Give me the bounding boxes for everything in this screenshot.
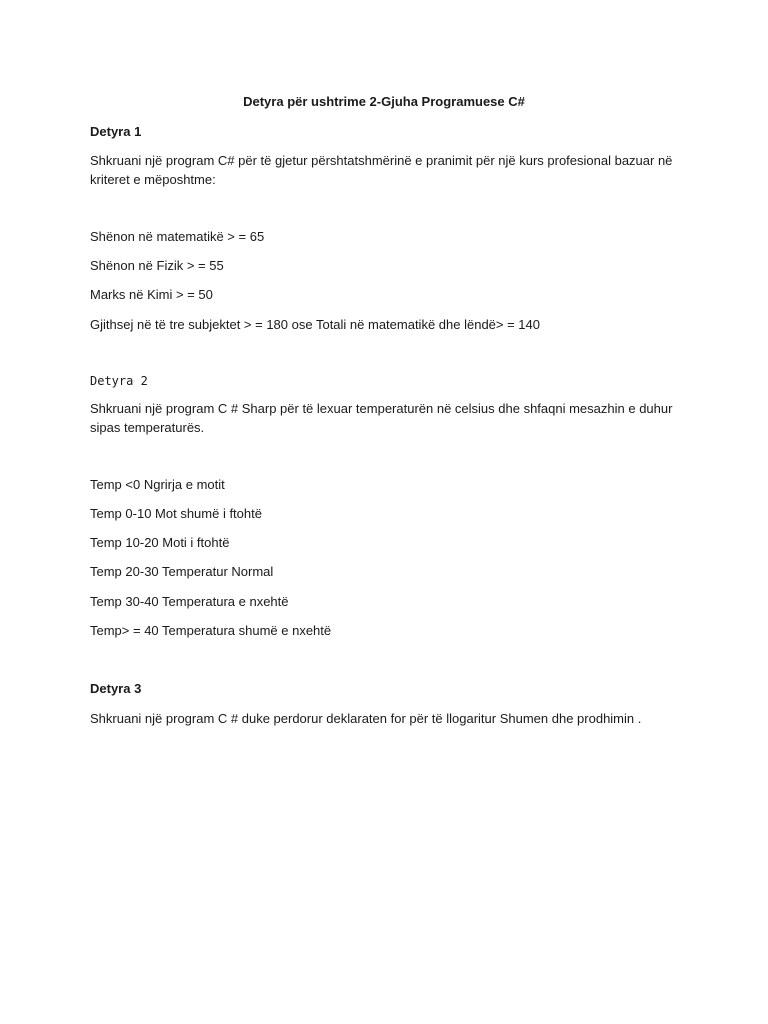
exercise-1-item: Shënon në matematikë > = 65 <box>90 229 265 244</box>
exercise-3-heading-wrap <box>90 680 680 698</box>
exercise-3-prompt-wrap <box>90 709 680 728</box>
exercise-2-item: Temp <0 Ngrirja e motit <box>90 477 225 492</box>
exercise-2-heading-wrap <box>90 372 680 390</box>
exercise-1-item: Gjithsej në të tre subjektet > = 180 ose Totali në matematikë dhe lëndë> = 140 <box>90 317 540 332</box>
exercise-1-prompt: Shkruani një program C# për të gjetur përshtatshmërinë e pranimit për një kurs profesional bazuar në kriteret e mëposhtme: <box>90 153 673 187</box>
exercise-2-item: Temp 30-40 Temperatura e nxehtë <box>90 594 289 609</box>
exercise-3-heading: Detyra 3 <box>90 681 142 696</box>
document-title: Detyra për ushtrime 2-Gjuha Programuese C# <box>243 94 525 109</box>
exercise-3-prompt: Shkruani një program C # duke perdorur deklaraten for për të llogaritur Shumen dhe prodhimin . <box>90 711 642 726</box>
exercise-2-item: Temp> = 40 Temperatura shumë e nxehtë <box>90 623 332 638</box>
exercise-2-item: Temp 20-30 Temperatur Normal <box>90 564 274 579</box>
exercise-1-item: Marks në Kimi > = 50 <box>90 287 213 302</box>
exercise-2-prompt: Shkruani një program C # Sharp për të lexuar temperaturën në celsius dhe shfaqni mesazhin e duhur sipas temperaturës. <box>90 401 673 435</box>
exercise-2-item: Temp 0-10 Mot shumë i ftohtë <box>90 506 262 521</box>
exercise-1-item: Shënon në Fizik > = 55 <box>90 258 224 273</box>
exercise-2-item: Temp 10-20 Moti i ftohtë <box>90 535 230 550</box>
exercise-2-prompt-wrap <box>90 399 680 437</box>
exercise-1-heading: Detyra 1 <box>90 124 142 139</box>
exercise-1-heading-wrap <box>90 123 680 141</box>
exercise-1-prompt-wrap <box>90 151 680 189</box>
exercise-2-heading: Detyra 2 <box>90 374 148 388</box>
